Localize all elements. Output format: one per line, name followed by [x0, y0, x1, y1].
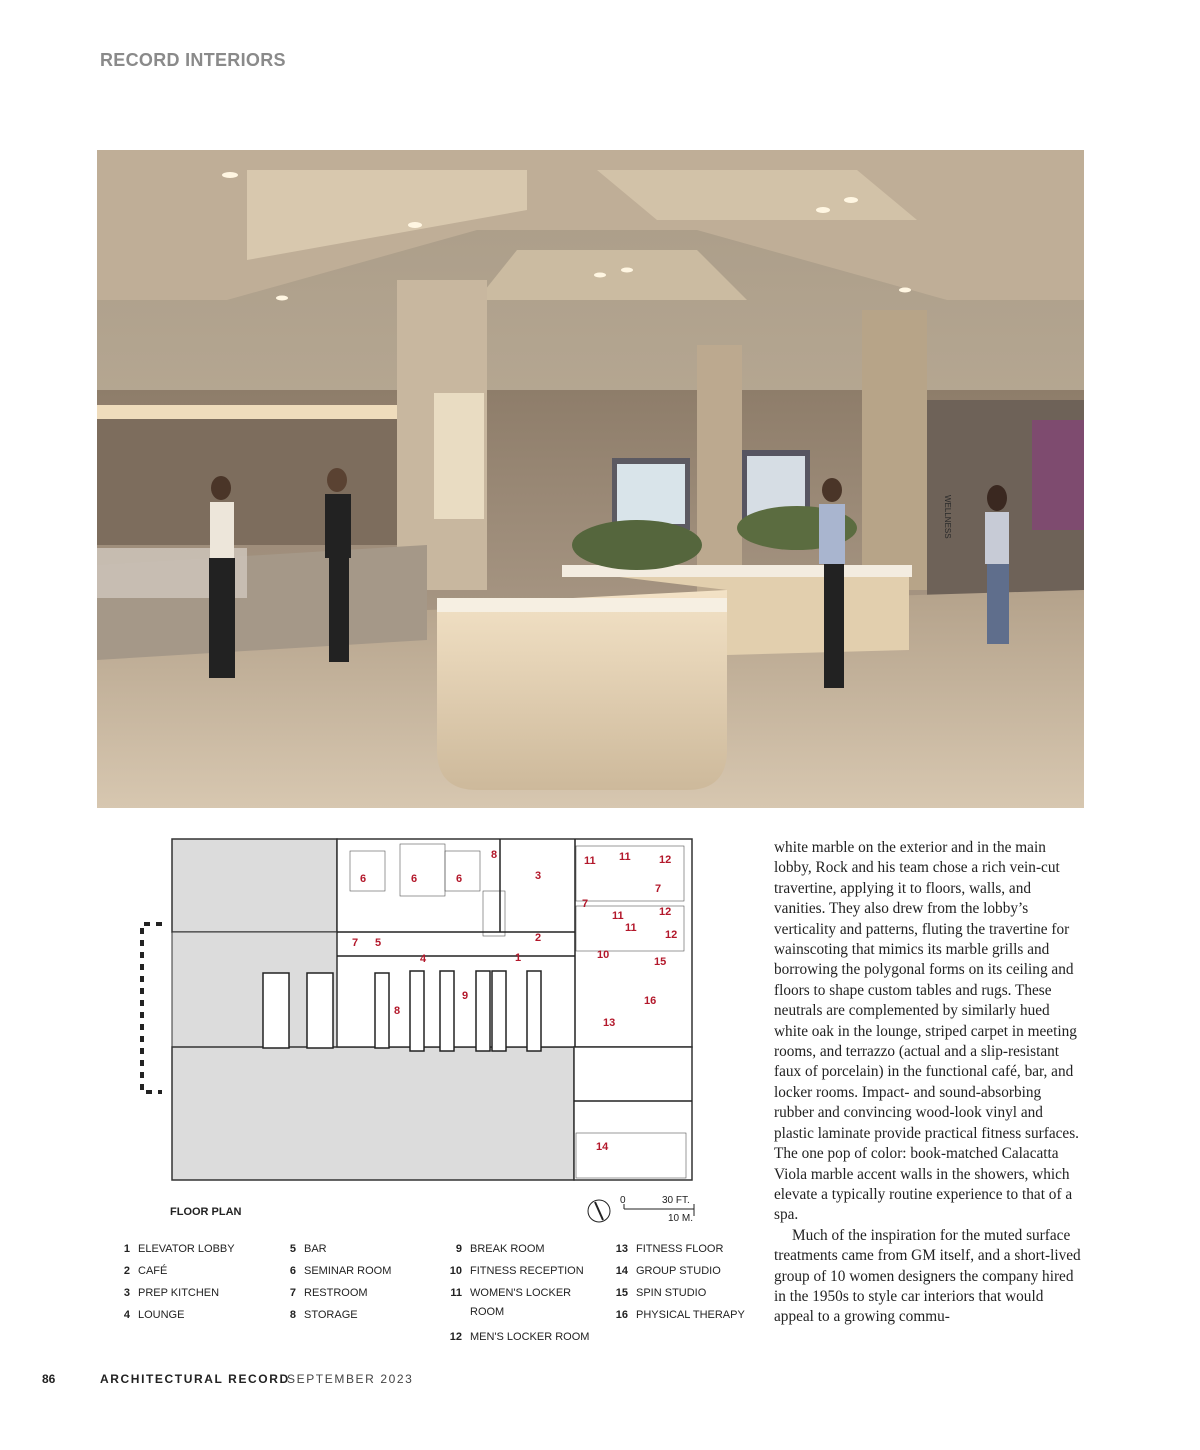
room-label: 4: [420, 953, 427, 965]
scale-feet: 30 FT.: [662, 1195, 690, 1206]
room-label: 12: [659, 906, 672, 918]
room-label: 9: [462, 990, 469, 1002]
room-label: 6: [411, 873, 418, 885]
floor-plan-title: FLOOR PLAN: [170, 1206, 242, 1218]
room-label: 6: [456, 873, 463, 885]
room-label: 15: [654, 956, 667, 968]
article-paragraph: Much of the inspiration for the muted surface treatments came from GM itself, and a short-lived group of 10 women designers the company hired in the 1950s to style car interiors that would appeal to a growing commu-: [774, 1226, 1081, 1326]
legend-item: 1 ELEVATOR LOBBY: [123, 1243, 235, 1255]
section-header: RECORD INTERIORS: [100, 50, 286, 70]
room-label: 11: [625, 922, 637, 934]
magazine-name: ARCHITECTURAL RECORD: [100, 1372, 290, 1386]
cafe-interior-photo: [97, 150, 1084, 808]
legend-item: 5 BAR: [289, 1243, 327, 1255]
legend-item: 6 SEMINAR ROOM: [289, 1265, 392, 1277]
scale-zero: 0: [620, 1195, 626, 1206]
room-label: 1: [515, 952, 522, 964]
room-label: 7: [655, 883, 662, 895]
legend-item: 4 LOUNGE: [123, 1309, 185, 1321]
room-label: 10: [597, 949, 610, 961]
scale-meters: 10 M.: [668, 1213, 694, 1224]
issue-date: SEPTEMBER 2023: [287, 1372, 414, 1386]
room-label: 2: [535, 932, 542, 944]
room-label: 12: [665, 929, 678, 941]
room-label: 11: [619, 851, 631, 863]
legend-item: 16 PHYSICAL THERAPY: [615, 1309, 745, 1321]
legend-item: 2 CAFÉ: [123, 1265, 168, 1277]
room-label: 7: [352, 937, 359, 949]
room-label: 13: [603, 1017, 616, 1029]
room-label: 16: [644, 995, 657, 1007]
room-label: 14: [596, 1141, 609, 1153]
room-label: 12: [659, 854, 672, 866]
room-label: 8: [394, 1005, 401, 1017]
legend-item: 15 SPIN STUDIO: [615, 1287, 707, 1299]
room-label: 11: [584, 855, 596, 867]
floor-plan-drawing: [100, 836, 700, 1216]
article-body: [774, 838, 1084, 1328]
room-label: 3: [535, 870, 542, 882]
room-label: 5: [375, 937, 382, 949]
legend-item: 9 BREAK ROOM: [455, 1243, 545, 1255]
page-number: 86: [42, 1372, 56, 1386]
room-label: 6: [360, 873, 367, 885]
room-label: 7: [582, 898, 589, 910]
floor-plan-legend: [108, 1243, 748, 1353]
legend-item: 12 MEN'S LOCKER ROOM: [449, 1331, 590, 1343]
article-paragraph: white marble on the exterior and in the main lobby, Rock and his team chose a rich vein-cut travertine, applying it to floors, walls, and vanities. They also drew from the lobby’s verticality and patterns, fluting the travertine for wainscoting that mimics its marble grills and borrowing the polygonal forms on its ceiling and floors to shape custom tables and rugs. These neutrals are complemented by similarly hued white oak in the lounge, striped carpet in meeting rooms, and terrazzo (actual and a slip-resistant faux of porcelain) in the functional café, bar, and locker rooms. Impact- and sound-absorbing rubber and convincing wood-look vinyl and plastic laminate provide practical fitness surfaces. The one pop of color: book-matched Calacatta Viola marble accent walls in the showers, which elevate a typically routine experience to that of a spa.: [774, 839, 1079, 1224]
legend-item: 7 RESTROOM: [289, 1287, 368, 1299]
scale-bar: [586, 1196, 706, 1228]
room-label: 8: [491, 849, 498, 861]
legend-item: 8 STORAGE: [289, 1309, 358, 1321]
legend-item: 10 FITNESS RECEPTION: [449, 1265, 584, 1277]
legend-item: 3 PREP KITCHEN: [123, 1287, 220, 1299]
wellness-sign: WELLNESS: [943, 495, 952, 539]
legend-item: 14 GROUP STUDIO: [615, 1265, 721, 1277]
room-label: 11: [612, 910, 624, 922]
legend-item: 11 WOMEN'S LOCKER ROOM: [450, 1287, 572, 1318]
legend-item: 13 FITNESS FLOOR: [615, 1243, 724, 1255]
